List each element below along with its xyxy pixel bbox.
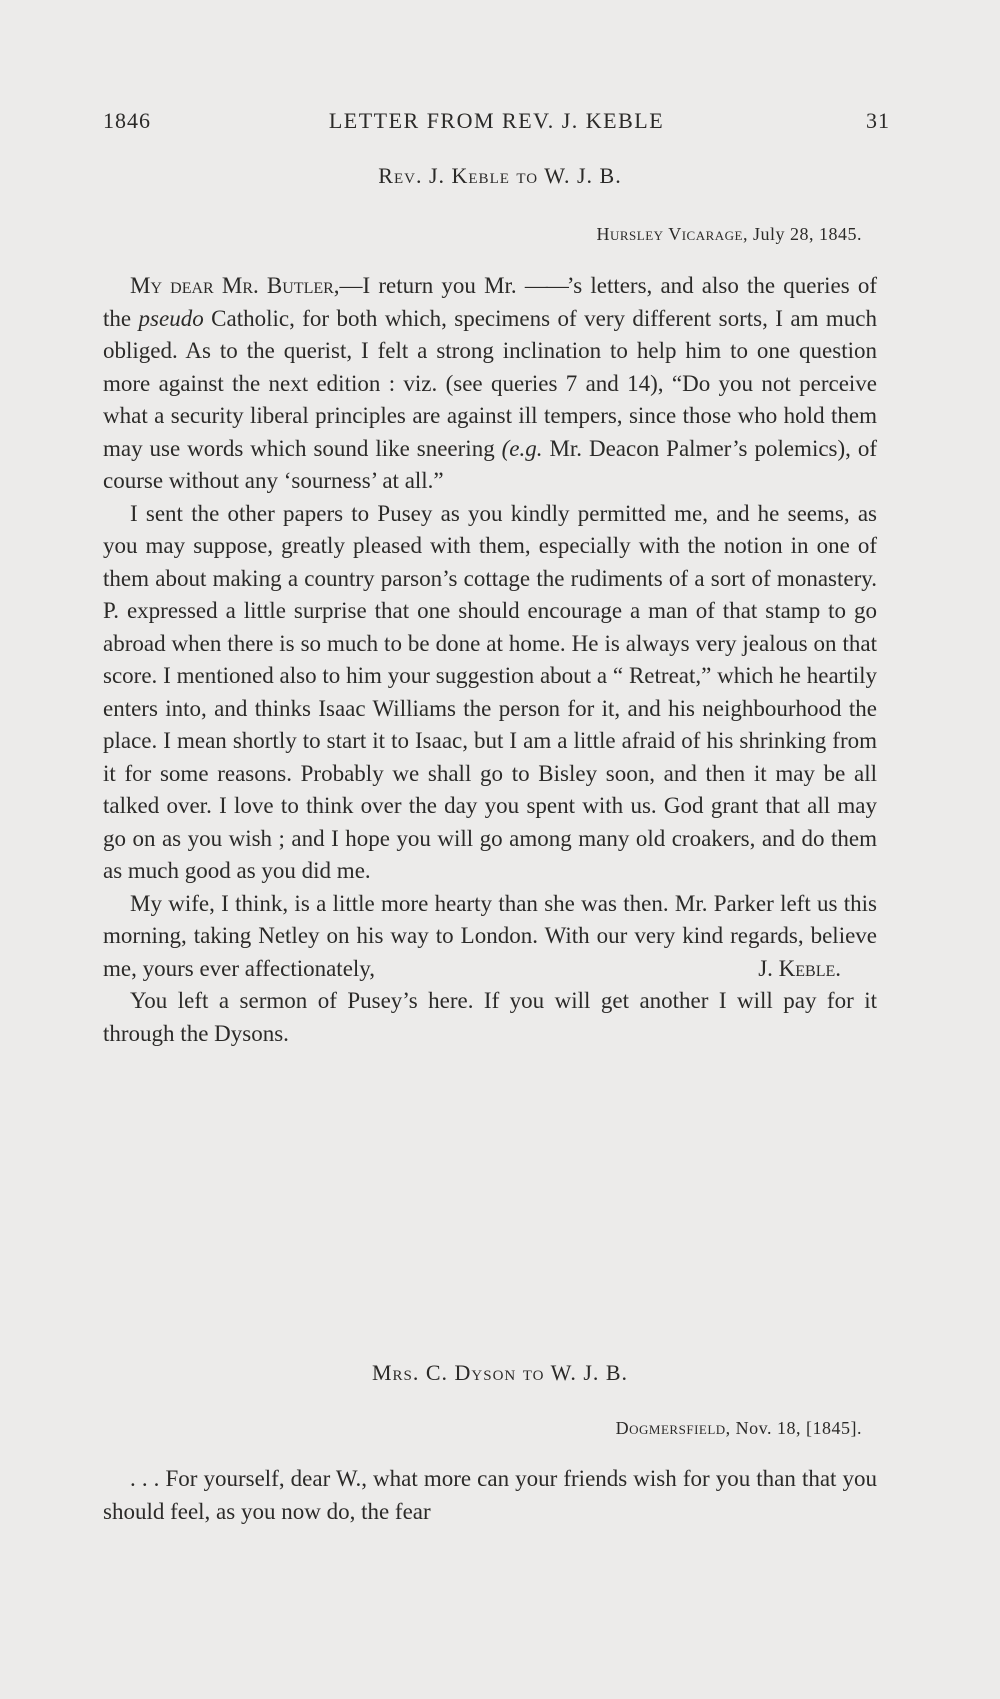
p1-text-d: Mr. Deacon Palmer’s polemics), of course without any ‘sourness’ at all.”: [103, 435, 877, 493]
letter1-paragraph-1: [103, 270, 877, 498]
letter1-dateline: [596, 224, 862, 245]
letter2-date: Nov. 18, [1845].: [735, 1418, 862, 1438]
p1-italic-eg: (e.g.: [501, 435, 543, 461]
letter1-paragraph-2: I sent the other papers to Pusey as you kindly permitted me, and he seems, as you may suppose, greatly pleased with them, especially with the notion in one of them about making a country parson’s cottage the rudiments of a sort of monastery. P. expressed a little surprise that one should encourage a man of that stamp to go abroad when there is so much to be done at home. He is always very jealous on that score. I mentioned also to him your suggestion about a “ Retreat,” which he heartily enters into, and thinks Isaac Williams the person for it, and his neighbourhood the place. I mean shortly to start it to Isaac, but I am a little afraid of his shrinking from it for some reasons. Probably we shall go to Bisley soon, and then it may be all talked over. I love to think over the day you spent with us. God grant that all may go on as you wish ; and I hope you will go among many old croakers, and do them as much good as you did me.: [103, 500, 877, 883]
letter1-paragraph-3: [103, 888, 877, 986]
p1-text-c: Catholic, for both which, specimens of very different sorts, I am much obliged. As to the querist, I felt a strong inclination to help him to one question more against the next edition : viz. (see queries 7 and 14), “Do you not perceive what a security liberal principles are against ill tempers, since those who hold them may use words which sound like sneering: [103, 305, 877, 461]
letter2-dateline: [616, 1418, 862, 1439]
salutation: My dear Mr. Butler,: [130, 273, 340, 298]
p1-italic-pseudo: pseudo: [138, 305, 204, 331]
page-number: 31: [866, 108, 890, 133]
running-head-year: 1846: [103, 108, 151, 133]
p3-text: My wife, I think, is a little more hearty than she was then. Mr. Parker left us this morning, taking Netley on his way to London. With our very kind regards, believe me, yours ever affectionately,: [103, 890, 877, 981]
letter1-postscript: You left a sermon of Pusey’s here. If you will get another I will pay for it through the Dysons.: [103, 988, 877, 1046]
letter1-heading: Rev. J. Keble to W. J. B.: [378, 163, 622, 188]
letter2-heading: Mrs. C. Dyson to W. J. B.: [371, 1360, 629, 1385]
p1-text-b: ’s letters, and also the queries of the: [103, 273, 877, 331]
p1-text-a: —I return you Mr.: [339, 273, 525, 298]
letter2-paragraph-1: . . . For yourself, dear W., what more can your friends wish for you than that you should feel, as you now do, the fear: [103, 1466, 877, 1524]
p1-name-rule: ——: [524, 273, 567, 298]
letter2-place: Dogmersfield,: [615, 1418, 731, 1438]
running-head-title: LETTER FROM REV. J. KEBLE: [328, 108, 665, 133]
signature: J. Keble.: [758, 955, 841, 981]
running-head: [103, 108, 890, 138]
letter1-body: [103, 270, 877, 1050]
letter1-date: July 28, 1845.: [752, 224, 862, 244]
letter2-body: [103, 1463, 877, 1528]
letter1-place: Hursley Vicarage,: [596, 224, 748, 244]
